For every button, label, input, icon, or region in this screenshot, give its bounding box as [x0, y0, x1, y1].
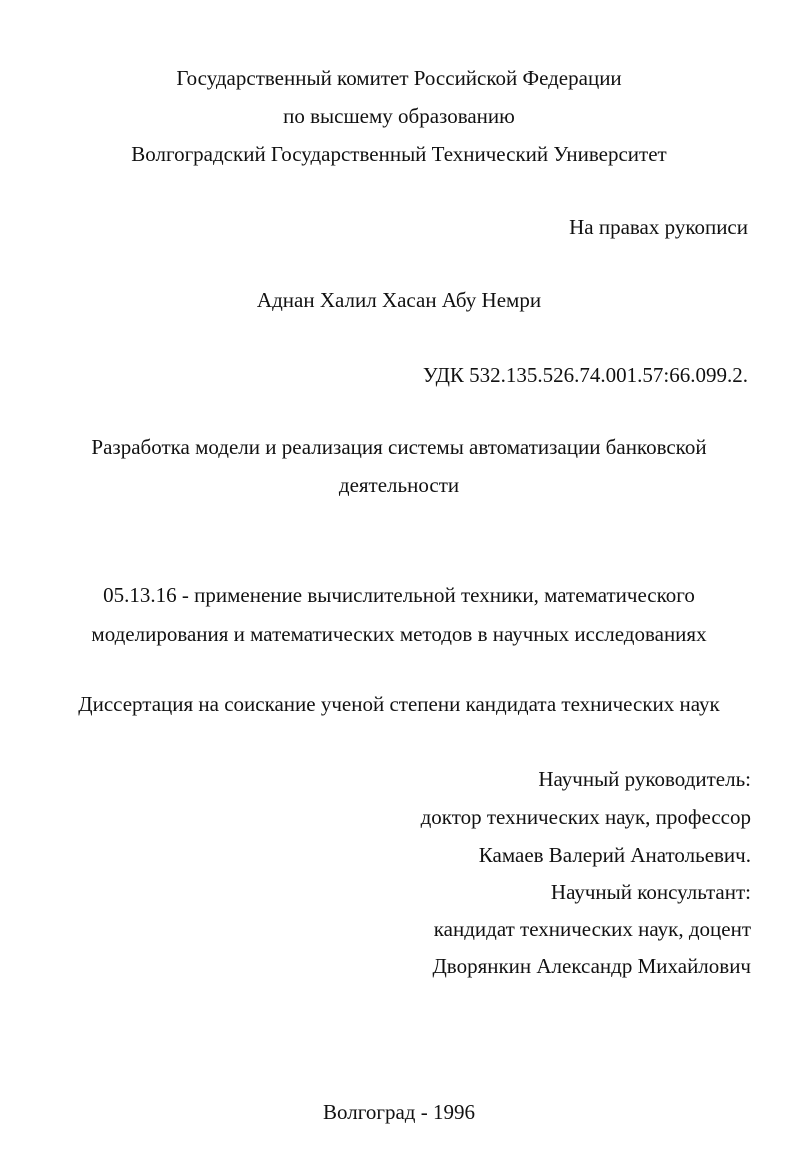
manuscript-note: На правах рукописи	[569, 215, 748, 239]
consultant-label: Научный консультант:	[550, 880, 751, 904]
city-year: Волгоград - 1996	[323, 1100, 475, 1124]
specialty-line-2: моделирования и математических методов в научных исследованиях	[91, 622, 707, 646]
header-education: по высшему образованию	[283, 104, 515, 128]
header-university: Волгоградский Государственный Технический Университет	[131, 142, 667, 166]
specialty-line-1: 05.13.16 - применение вычислительной техники, математического	[103, 583, 695, 607]
thesis-title-line-2: деятельности	[338, 473, 460, 497]
consultant-name: Дворянкин Александр Михайлович	[432, 954, 751, 978]
supervisor-degree: доктор технических наук, профессор	[420, 805, 751, 829]
consultant-degree: кандидат технических наук, доцент	[433, 917, 751, 941]
author-name: Аднан Халил Хасан Абу Немри	[256, 288, 542, 312]
thesis-title-line-1: Разработка модели и реализация системы автоматизации банковской	[91, 435, 707, 459]
dissertation-type: Диссертация на соискание ученой степени кандидата технических наук	[78, 692, 720, 716]
udc-code: УДК 532.135.526.74.001.57:66.099.2.	[422, 363, 748, 387]
supervisor-label: Научный руководитель:	[538, 767, 751, 791]
header-committee: Государственный комитет Российской Федерации	[176, 66, 622, 90]
supervisor-name: Камаев Валерий Анатольевич.	[478, 843, 751, 867]
